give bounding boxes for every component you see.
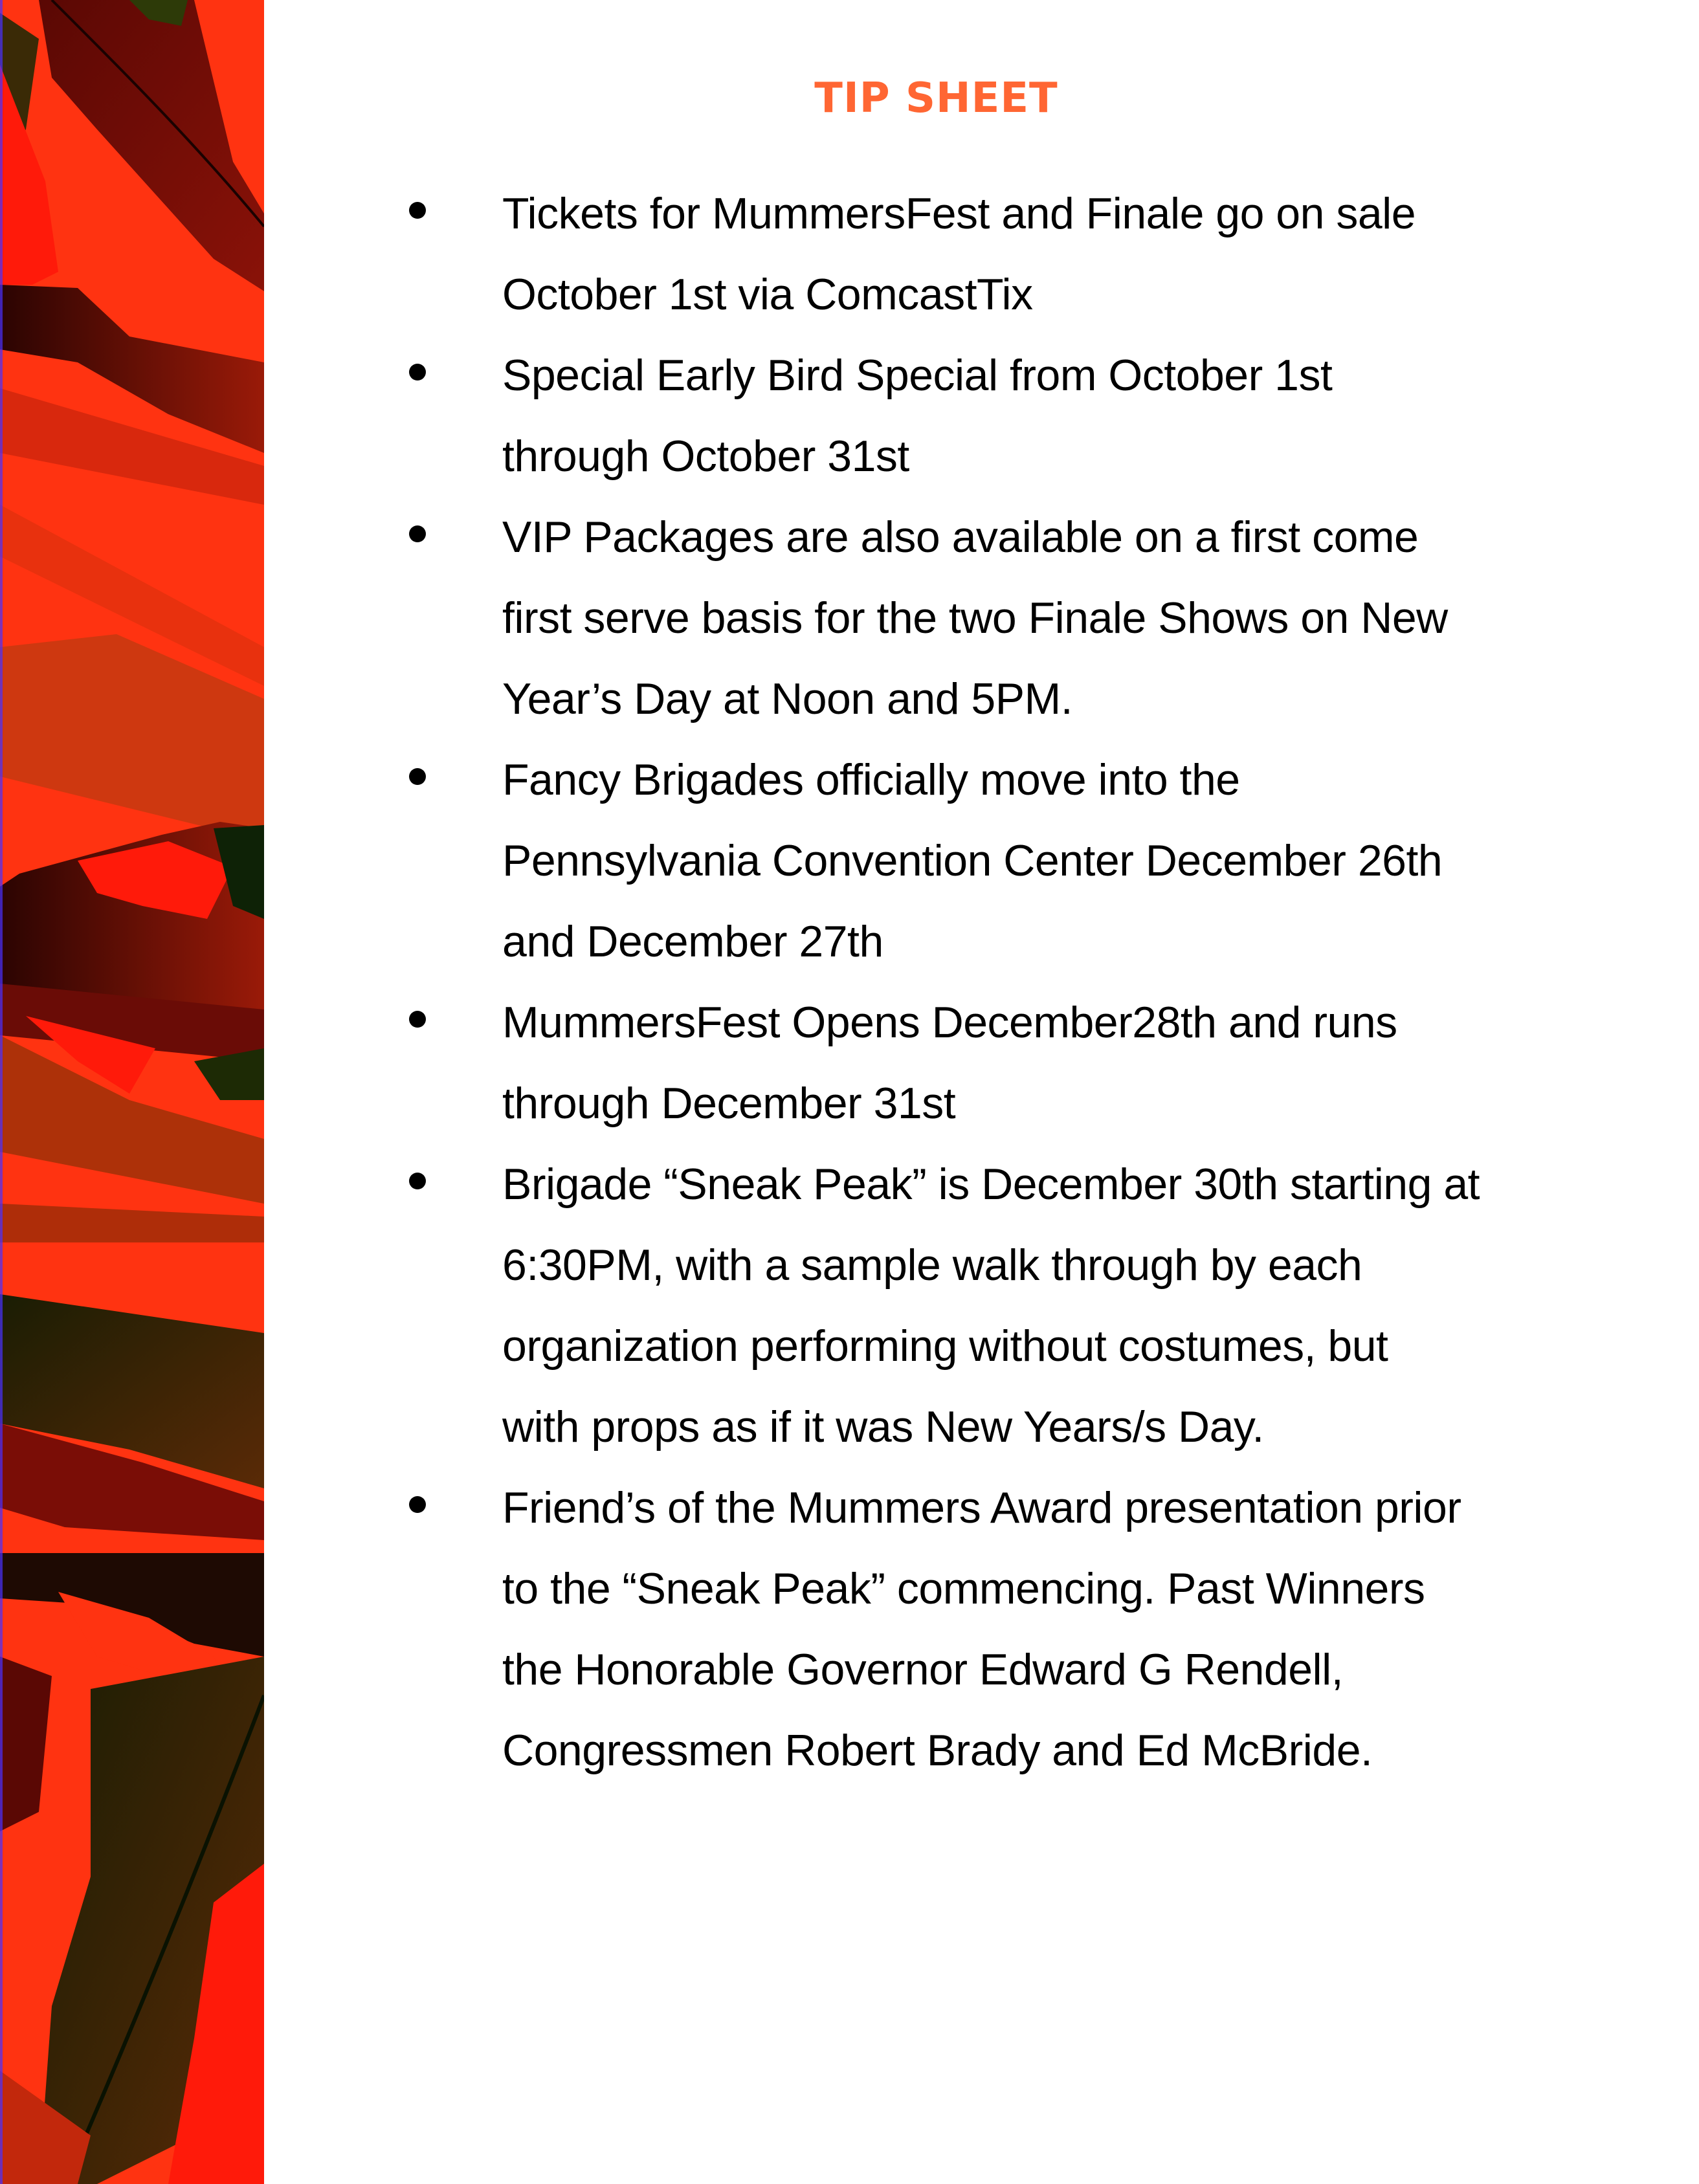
tip-line: VIP Packages are also available on a first come [502, 513, 1419, 562]
tip-item [401, 173, 1689, 335]
tip-line: organization performing without costumes, but [502, 1321, 1388, 1371]
tip-item [401, 740, 1689, 982]
bullet-icon [409, 364, 426, 381]
tip-item [401, 1144, 1689, 1468]
tip-item [401, 335, 1689, 497]
tip-line: October 1st via ComcastTix [502, 270, 1033, 319]
tip-line: Congressmen Robert Brady and Ed McBride. [502, 1726, 1373, 1775]
tip-line: Pennsylvania Convention Center December 26th [502, 836, 1443, 885]
tip-item [401, 497, 1689, 740]
tip-item [401, 982, 1689, 1144]
tip-line: to the “Sneak Peak” commencing. Past Winners [502, 1564, 1425, 1613]
tip-line: MummersFest Opens December28th and runs [502, 998, 1397, 1047]
tip-line: the Honorable Governor Edward G Rendell, [502, 1645, 1344, 1694]
tip-line: Brigade “Sneak Peak” is December 30th starting at [502, 1160, 1480, 1209]
bullet-icon [409, 1173, 426, 1189]
bullet-icon [409, 1011, 426, 1028]
tip-line: and December 27th [502, 917, 883, 966]
tip-list [401, 173, 1689, 1791]
tip-line: Special Early Bird Special from October 1st [502, 351, 1333, 400]
feather-decoration-icon [0, 0, 264, 2184]
bullet-icon [409, 202, 426, 219]
bullet-icon [409, 525, 426, 542]
bullet-icon [409, 768, 426, 785]
tip-line: through October 31st [502, 432, 909, 481]
tip-line: Friend’s of the Mummers Award presentation prior [502, 1483, 1461, 1532]
tip-line: Tickets for MummersFest and Finale go on sale [502, 189, 1416, 238]
tip-line: Year’s Day at Noon and 5PM. [502, 674, 1073, 723]
bullet-icon [409, 1496, 426, 1513]
tip-line: first serve basis for the two Finale Shows on New [502, 593, 1448, 643]
tip-line: through December 31st [502, 1079, 956, 1128]
feather-strip-image [0, 0, 264, 2184]
tip-line: with props as if it was New Years/s Day. [502, 1402, 1264, 1451]
tip-line: 6:30PM, with a sample walk through by each [502, 1241, 1362, 1290]
tip-item [401, 1468, 1689, 1791]
page-title: TIP SHEET [814, 74, 1058, 122]
tip-line: Fancy Brigades officially move into the [502, 755, 1240, 804]
